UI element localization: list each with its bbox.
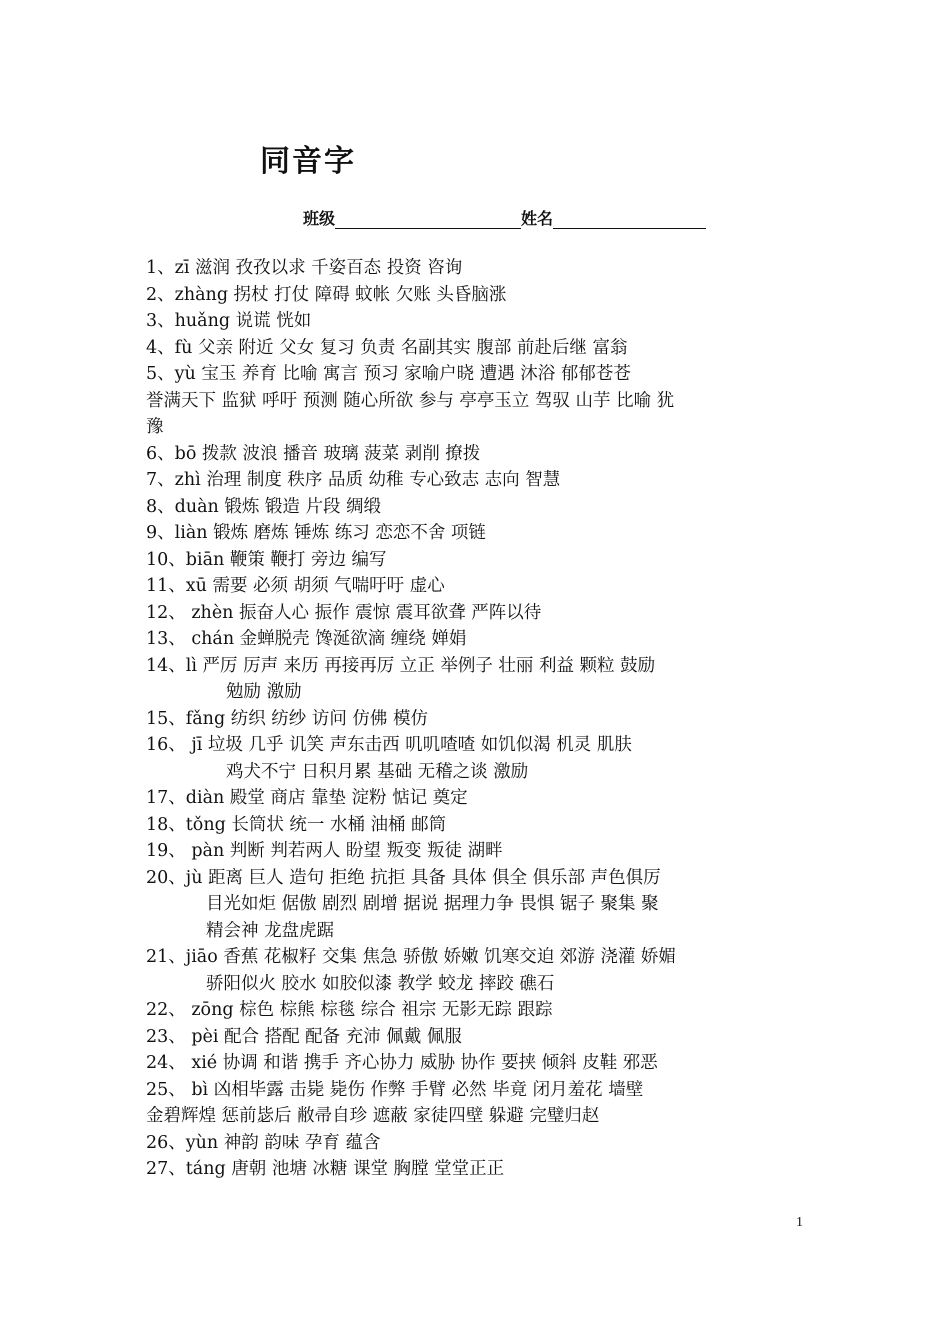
list-item xyxy=(146,944,826,997)
list-item xyxy=(146,361,826,441)
entry-line: 9、liàn 锻炼 磨炼 锤炼 练习 恋恋不舍 项链 xyxy=(146,523,486,543)
entry-line: 5、yù 宝玉 养育 比喻 寓言 预习 家喻户晓 遭遇 沐浴 郁郁苍苍 xyxy=(146,364,631,384)
list-item xyxy=(146,255,826,282)
name-label: 姓名 xyxy=(521,209,554,228)
entry-line: 26、yùn 神韵 韵味 孕育 蕴含 xyxy=(146,1132,381,1153)
list-item xyxy=(146,812,826,839)
entry-continuation-line: 豫 xyxy=(146,417,164,437)
list-item xyxy=(146,1156,826,1183)
list-item xyxy=(146,1077,826,1130)
entry-line: 12、 zhèn 振奋人心 振作 震惊 震耳欲聋 严阵以待 xyxy=(146,602,542,623)
list-item xyxy=(146,706,826,733)
entry-line: 18、tǒng 长筒状 统一 水桶 油桶 邮筒 xyxy=(146,814,447,835)
entry-line: 3、huǎng 说谎 恍如 xyxy=(146,311,312,331)
class-blank xyxy=(335,210,521,229)
list-item xyxy=(146,335,826,362)
student-info-line xyxy=(303,206,706,229)
class-label: 班级 xyxy=(303,209,336,228)
list-item xyxy=(146,838,826,865)
page-title: 同音字 xyxy=(260,144,356,179)
list-item xyxy=(146,1024,826,1051)
entry-line: 7、zhì 治理 制度 秩序 品质 幼稚 专心致志 志向 智慧 xyxy=(146,470,561,490)
entry-continuation-line: 骄阳似火 胶水 如胶似漆 教学 蛟龙 摔跤 礁石 xyxy=(206,973,555,994)
entry-line: 24、 xié 协调 和谐 携手 齐心协力 威胁 协作 要挟 倾斜 皮鞋 邪恶 xyxy=(146,1053,658,1073)
entry-line: 2、zhàng 拐杖 打仗 障碍 蚊帐 欠账 头昏脑涨 xyxy=(146,284,507,305)
list-item xyxy=(146,282,826,309)
entry-line: 8、duàn 锻炼 锻造 片段 绸缎 xyxy=(146,496,382,517)
entry-continuation-line: 誉满天下 监狱 呼吁 预测 随心所欲 参与 亭亭玉立 驾驭 山芋 比喻 犹 xyxy=(146,390,675,411)
list-item xyxy=(146,573,826,600)
entry-line: 22、 zōng 棕色 棕熊 棕毯 综合 祖宗 无影无踪 跟踪 xyxy=(146,1000,553,1020)
list-item xyxy=(146,653,826,706)
entry-continuation-line: 精会神 龙盘虎踞 xyxy=(206,920,335,941)
entry-line: 19、 pàn 判断 判若两人 盼望 叛变 叛徒 湖畔 xyxy=(146,841,503,861)
entry-continuation-line: 金碧辉煌 惩前毖后 敝帚自珍 遮蔽 家徒四壁 躲避 完璧归赵 xyxy=(146,1106,600,1126)
list-item xyxy=(146,997,826,1024)
entry-line: 10、biān 鞭策 鞭打 旁边 编写 xyxy=(146,549,387,570)
entry-line: 17、diàn 殿堂 商店 靠垫 淀粉 惦记 奠定 xyxy=(146,788,468,808)
homophone-list xyxy=(146,255,826,1183)
list-item xyxy=(146,520,826,547)
list-item xyxy=(146,441,826,468)
list-item xyxy=(146,785,826,812)
name-blank xyxy=(553,210,706,229)
entry-line: 25、 bì 凶相毕露 击毙 毙伤 作弊 手臂 必然 毕竟 闭月羞花 墙壁 xyxy=(146,1079,644,1100)
list-item xyxy=(146,865,826,945)
page-number: 1 xyxy=(796,1215,803,1230)
list-item xyxy=(146,467,826,494)
entry-line: 1、zī 滋润 孜孜以求 千姿百态 投资 咨询 xyxy=(146,258,463,278)
list-item xyxy=(146,600,826,627)
entry-line: 20、jù 距离 巨人 造句 拒绝 抗拒 具备 具体 俱全 俱乐部 声色俱厉 xyxy=(146,867,661,888)
entry-continuation-line: 鸡犬不宁 日积月累 基础 无稽之谈 激励 xyxy=(226,761,529,782)
list-item xyxy=(146,308,826,335)
list-item xyxy=(146,1050,826,1077)
entry-line: 11、xū 需要 必须 胡须 气喘吁吁 虚心 xyxy=(146,576,445,596)
entry-continuation-line: 目光如炬 倨傲 剧烈 剧增 据说 据理力争 畏惧 锯子 聚集 聚 xyxy=(206,894,659,914)
list-item xyxy=(146,732,826,785)
list-item xyxy=(146,1130,826,1157)
entry-line: 4、fù 父亲 附近 父女 复习 负责 名副其实 腹部 前赴后继 富翁 xyxy=(146,337,628,358)
entry-line: 13、 chán 金蝉脱壳 馋涎欲滴 缠绕 婵娟 xyxy=(146,629,467,649)
entry-line: 15、fǎng 纺织 纺纱 访问 仿佛 模仿 xyxy=(146,708,428,729)
entry-line: 27、táng 唐朝 池塘 冰糖 课堂 胸膛 堂堂正正 xyxy=(146,1159,505,1179)
entry-line: 16、 jī 垃圾 几乎 讥笑 声东击西 叽叽喳喳 如饥似渴 机灵 肌肤 xyxy=(146,735,632,755)
entry-line: 23、 pèi 配合 搭配 配备 充沛 佩戴 佩服 xyxy=(146,1026,462,1047)
list-item xyxy=(146,494,826,521)
entry-line: 14、lì 严厉 厉声 来历 再接再厉 立正 举例子 壮丽 利益 颗粒 鼓励 xyxy=(146,655,656,676)
entry-continuation-line: 勉励 激励 xyxy=(226,682,302,702)
entry-line: 6、bō 拨款 波浪 播音 玻璃 菠菜 剥削 撩拨 xyxy=(146,443,481,464)
list-item xyxy=(146,547,826,574)
entry-line: 21、jiāo 香蕉 花椒籽 交集 焦急 骄傲 娇嫩 饥寒交迫 郊游 浇灌 娇媚 xyxy=(146,947,676,967)
list-item xyxy=(146,626,826,653)
